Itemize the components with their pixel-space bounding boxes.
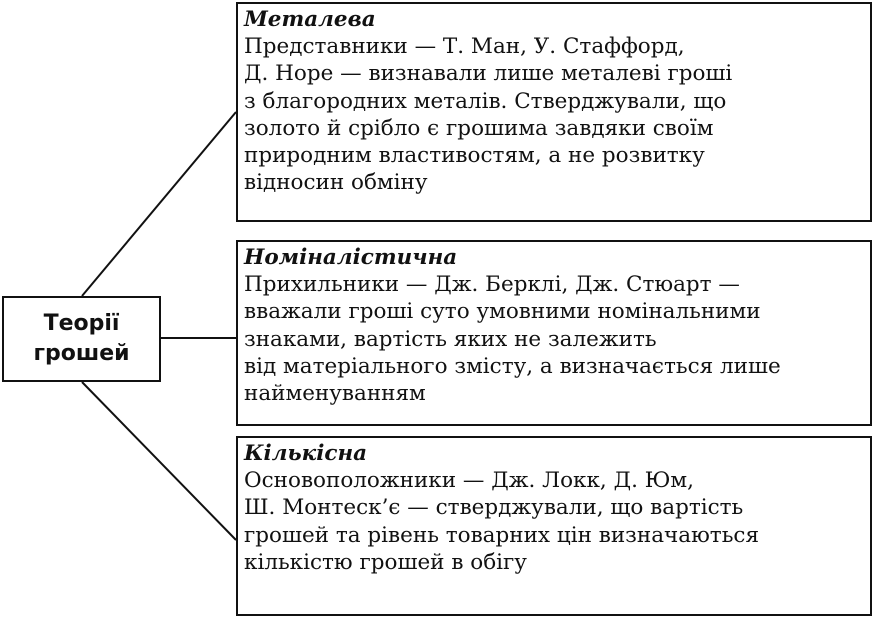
theory-box-quantity	[236, 436, 872, 616]
connector-to-quant	[82, 382, 236, 540]
theory-text-line: знаками, вартість яких не залежить	[244, 326, 657, 352]
theory-text-line: кількістю грошей в обігу	[244, 549, 527, 575]
root-node	[2, 296, 161, 382]
theory-text-line: Д. Норе — визнавали лише металеві гроші	[244, 61, 733, 87]
theory-title: Кількісна	[244, 441, 368, 466]
theory-text-line: відносин обміну	[244, 170, 428, 196]
root-label-line-2: грошей	[33, 341, 130, 366]
theory-title: Номіналістична	[244, 245, 458, 270]
theory-text-line: від матеріального змісту, а визначається лише	[244, 353, 781, 379]
connector-to-metal	[82, 112, 236, 296]
theory-text-line: Прихильники — Дж. Берклі, Дж. Стюарт —	[244, 272, 740, 298]
theory-box-nominal	[236, 240, 872, 426]
root-label	[33, 309, 129, 369]
theory-text-line: золото й срібло є грошима завдяки своїм	[244, 115, 714, 141]
theory-text-line: з благородних металів. Стверджували, що	[244, 88, 727, 114]
theory-text-line: вважали гроші суто умовними номінальними	[244, 299, 761, 325]
theory-box-metal	[236, 2, 872, 222]
theory-text-line: Ш. Монтеск’є — стверджували, що вартість	[244, 495, 744, 521]
theory-text-line: Представники — Т. Ман, У. Стаффорд,	[244, 34, 685, 60]
theory-text-line: Основоположники — Дж. Локк, Д. Юм,	[244, 468, 694, 494]
theory-text-line: найменуванням	[244, 381, 426, 407]
theory-text-line: природним властивостям, а не розвитку	[244, 143, 705, 169]
theory-text-line: грошей та рівень товарних цін визначаються	[244, 522, 760, 548]
root-label-line-1: Теорії	[43, 311, 120, 336]
theory-title: Металева	[244, 7, 376, 32]
